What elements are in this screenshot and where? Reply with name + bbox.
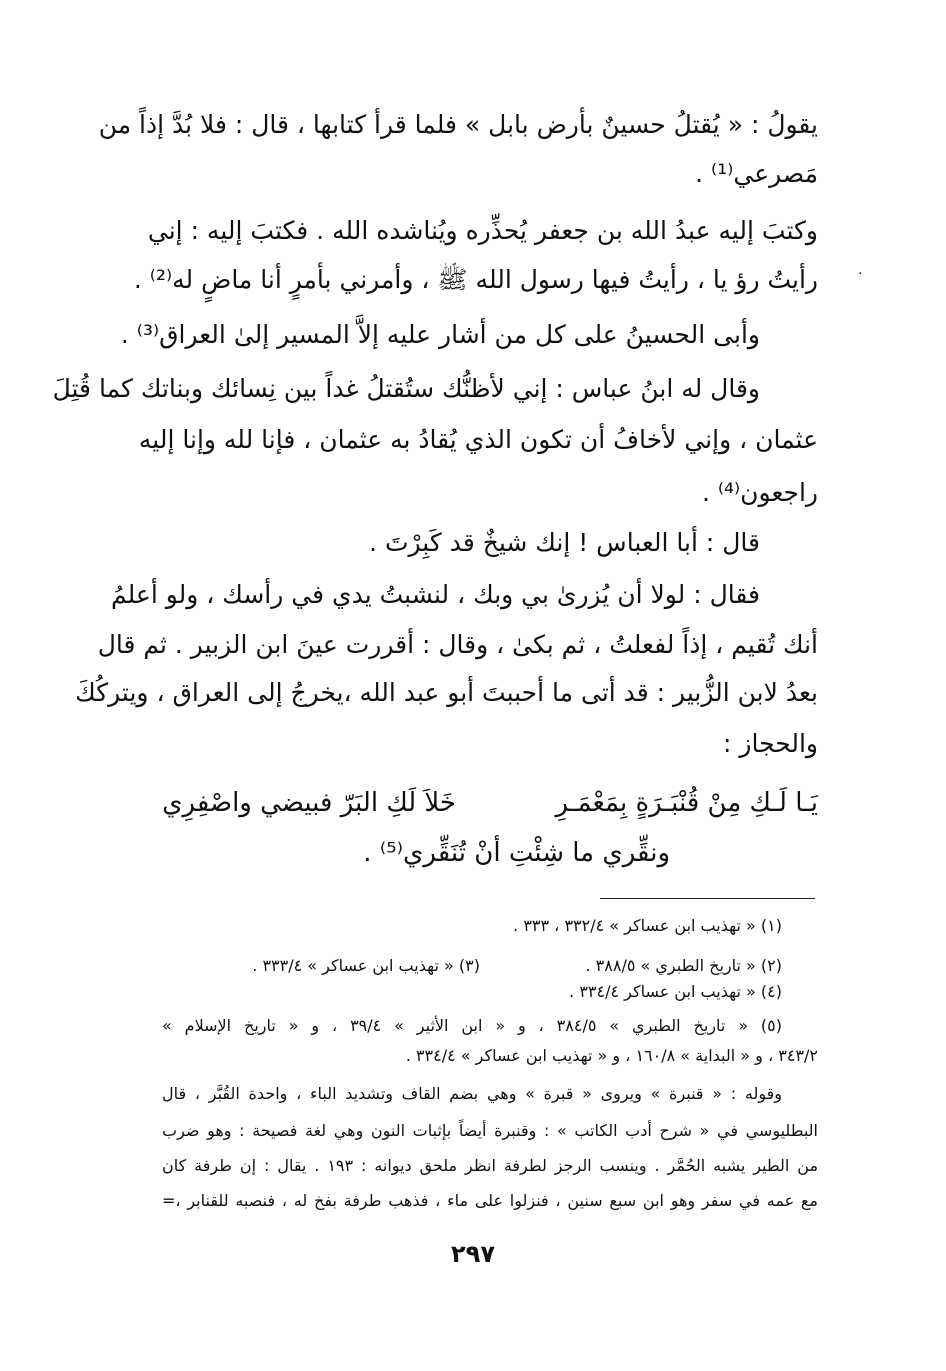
footnote-3: (٣) « تهذيب ابن عساكر » ٣٣٣/٤ . xyxy=(252,956,480,975)
body-line-2: مَصرعي⁽¹⁾ . xyxy=(695,159,818,188)
footnote-5-line-3: وقوله : « قنبرة » ويروى « قبرة » وهي بضم القاف وتشديد الباء ، واحدة القُبَّر ، قال xyxy=(162,1084,782,1103)
body-line-9: قال : أبا العباس ! إنك شيخٌ قد كَبِرْتَ . xyxy=(369,528,760,557)
body-line-12: بعدُ لابن الزُّبير : قد أتى ما أحببتَ أبو عبد الله ،يخرجُ إلى العراق ، ويتركُكَ xyxy=(75,678,818,707)
poem-line-2: ونقِّري ما شِئْتِ أنْ تُنَقِّري⁽⁵⁾ . xyxy=(363,838,670,868)
body-line-6: وقال له ابنُ عباس : إني لأظنُّك ستُقتلُ غداً بين نِسائك وبناتك كما قُتِلَ xyxy=(52,374,760,403)
footnote-4: (٤) « تهذيب ابن عساكر ٣٣٤/٤ . xyxy=(569,982,782,1001)
body-line-3: وكتبَ إليه عبدُ الله بن جعفر يُحذِّره ويُناشده الله . فكتبَ إليه : إني xyxy=(147,216,818,245)
footnote-5-line-4: البطليوسي في « شرح أدب الكاتب » : وقنبرة أيضاً بإثبات النون وهي لغة فصيحة : وهو ضرب xyxy=(162,1121,818,1140)
footnote-separator xyxy=(600,898,815,899)
margin-mark-icon: · xyxy=(858,266,863,282)
footnote-5-line-2: ٣٤٣/٢ ، و « البداية » ١٦٠/٨ ، و « تهذيب ابن عساكر » ٣٣٤/٤ . xyxy=(405,1046,818,1065)
poem-hemistich-1: يَـا لَـكِ مِنْ قُنْبَـرَةٍ بِمَعْمَـرِ xyxy=(555,788,818,818)
footnote-5-line-6: مع عمه في سفر وهو ابن سبع سنين ، فنزلوا على ماء ، فذهب طرفة بفخ له ، فنصبه للقنابر ،= xyxy=(162,1191,818,1210)
body-line-5: وأبى الحسينُ على كل من أشار عليه إلاَّ المسير إلىٰ العراق⁽³⁾ . xyxy=(120,320,760,349)
page-number: ٢٩٧ xyxy=(451,1240,495,1268)
body-line-11: أنك تُقيم ، إذاً لفعلتُ ، ثم بكىٰ ، وقال : أقررت عينَ ابن الزبير . ثم قال xyxy=(97,630,818,659)
footnote-2: (٢) « تاريخ الطبري » ٣٨٨/٥ . xyxy=(585,956,782,975)
body-line-13: والحجاز : xyxy=(723,729,818,758)
footnote-5-line-1: (٥) « تاريخ الطبري » ٣٨٤/٥ ، و « ابن الأثير » ٣٩/٤ ، و « تاريخ الإسلام » xyxy=(162,1016,782,1035)
poem-hemistich-2: خَلاَ لَكِ البَرّ فبيضي واصْفِرِي xyxy=(162,788,456,818)
footnote-5-line-5: من الطير يشبه الحُمَّر . وينسب الرجز لطرفة انظر ملحق ديوانه : ١٩٣ . يقال : إن طرفة كان xyxy=(162,1156,819,1175)
body-line-8: راجعون⁽⁴⁾ . xyxy=(701,478,818,507)
body-line-1: يقولُ : « يُقتلُ حسينٌ بأرض بابل » فلما قرأ كتابها ، قال : فلا بُدَّ إذاً من xyxy=(98,110,818,139)
body-line-10: فقال : لولا أن يُزرىٰ بي وبك ، لنشبتُ يدي في رأسك ، ولو أعلمُ xyxy=(111,580,760,609)
footnote-1: (١) « تهذيب ابن عساكر » ٣٣٢/٤ ، ٣٣٣ . xyxy=(513,916,782,935)
body-line-4: رأيتُ رؤ يا ، رأيتُ فيها رسول الله ﷺ ، وأمرني بأمرٍ أنا ماضٍ له⁽²⁾ . xyxy=(133,265,818,294)
body-line-7: عثمان ، وإني لأخافُ أن تكون الذي يُقادُ به عثمان ، فإنا لله وإنا إليه xyxy=(138,425,818,454)
